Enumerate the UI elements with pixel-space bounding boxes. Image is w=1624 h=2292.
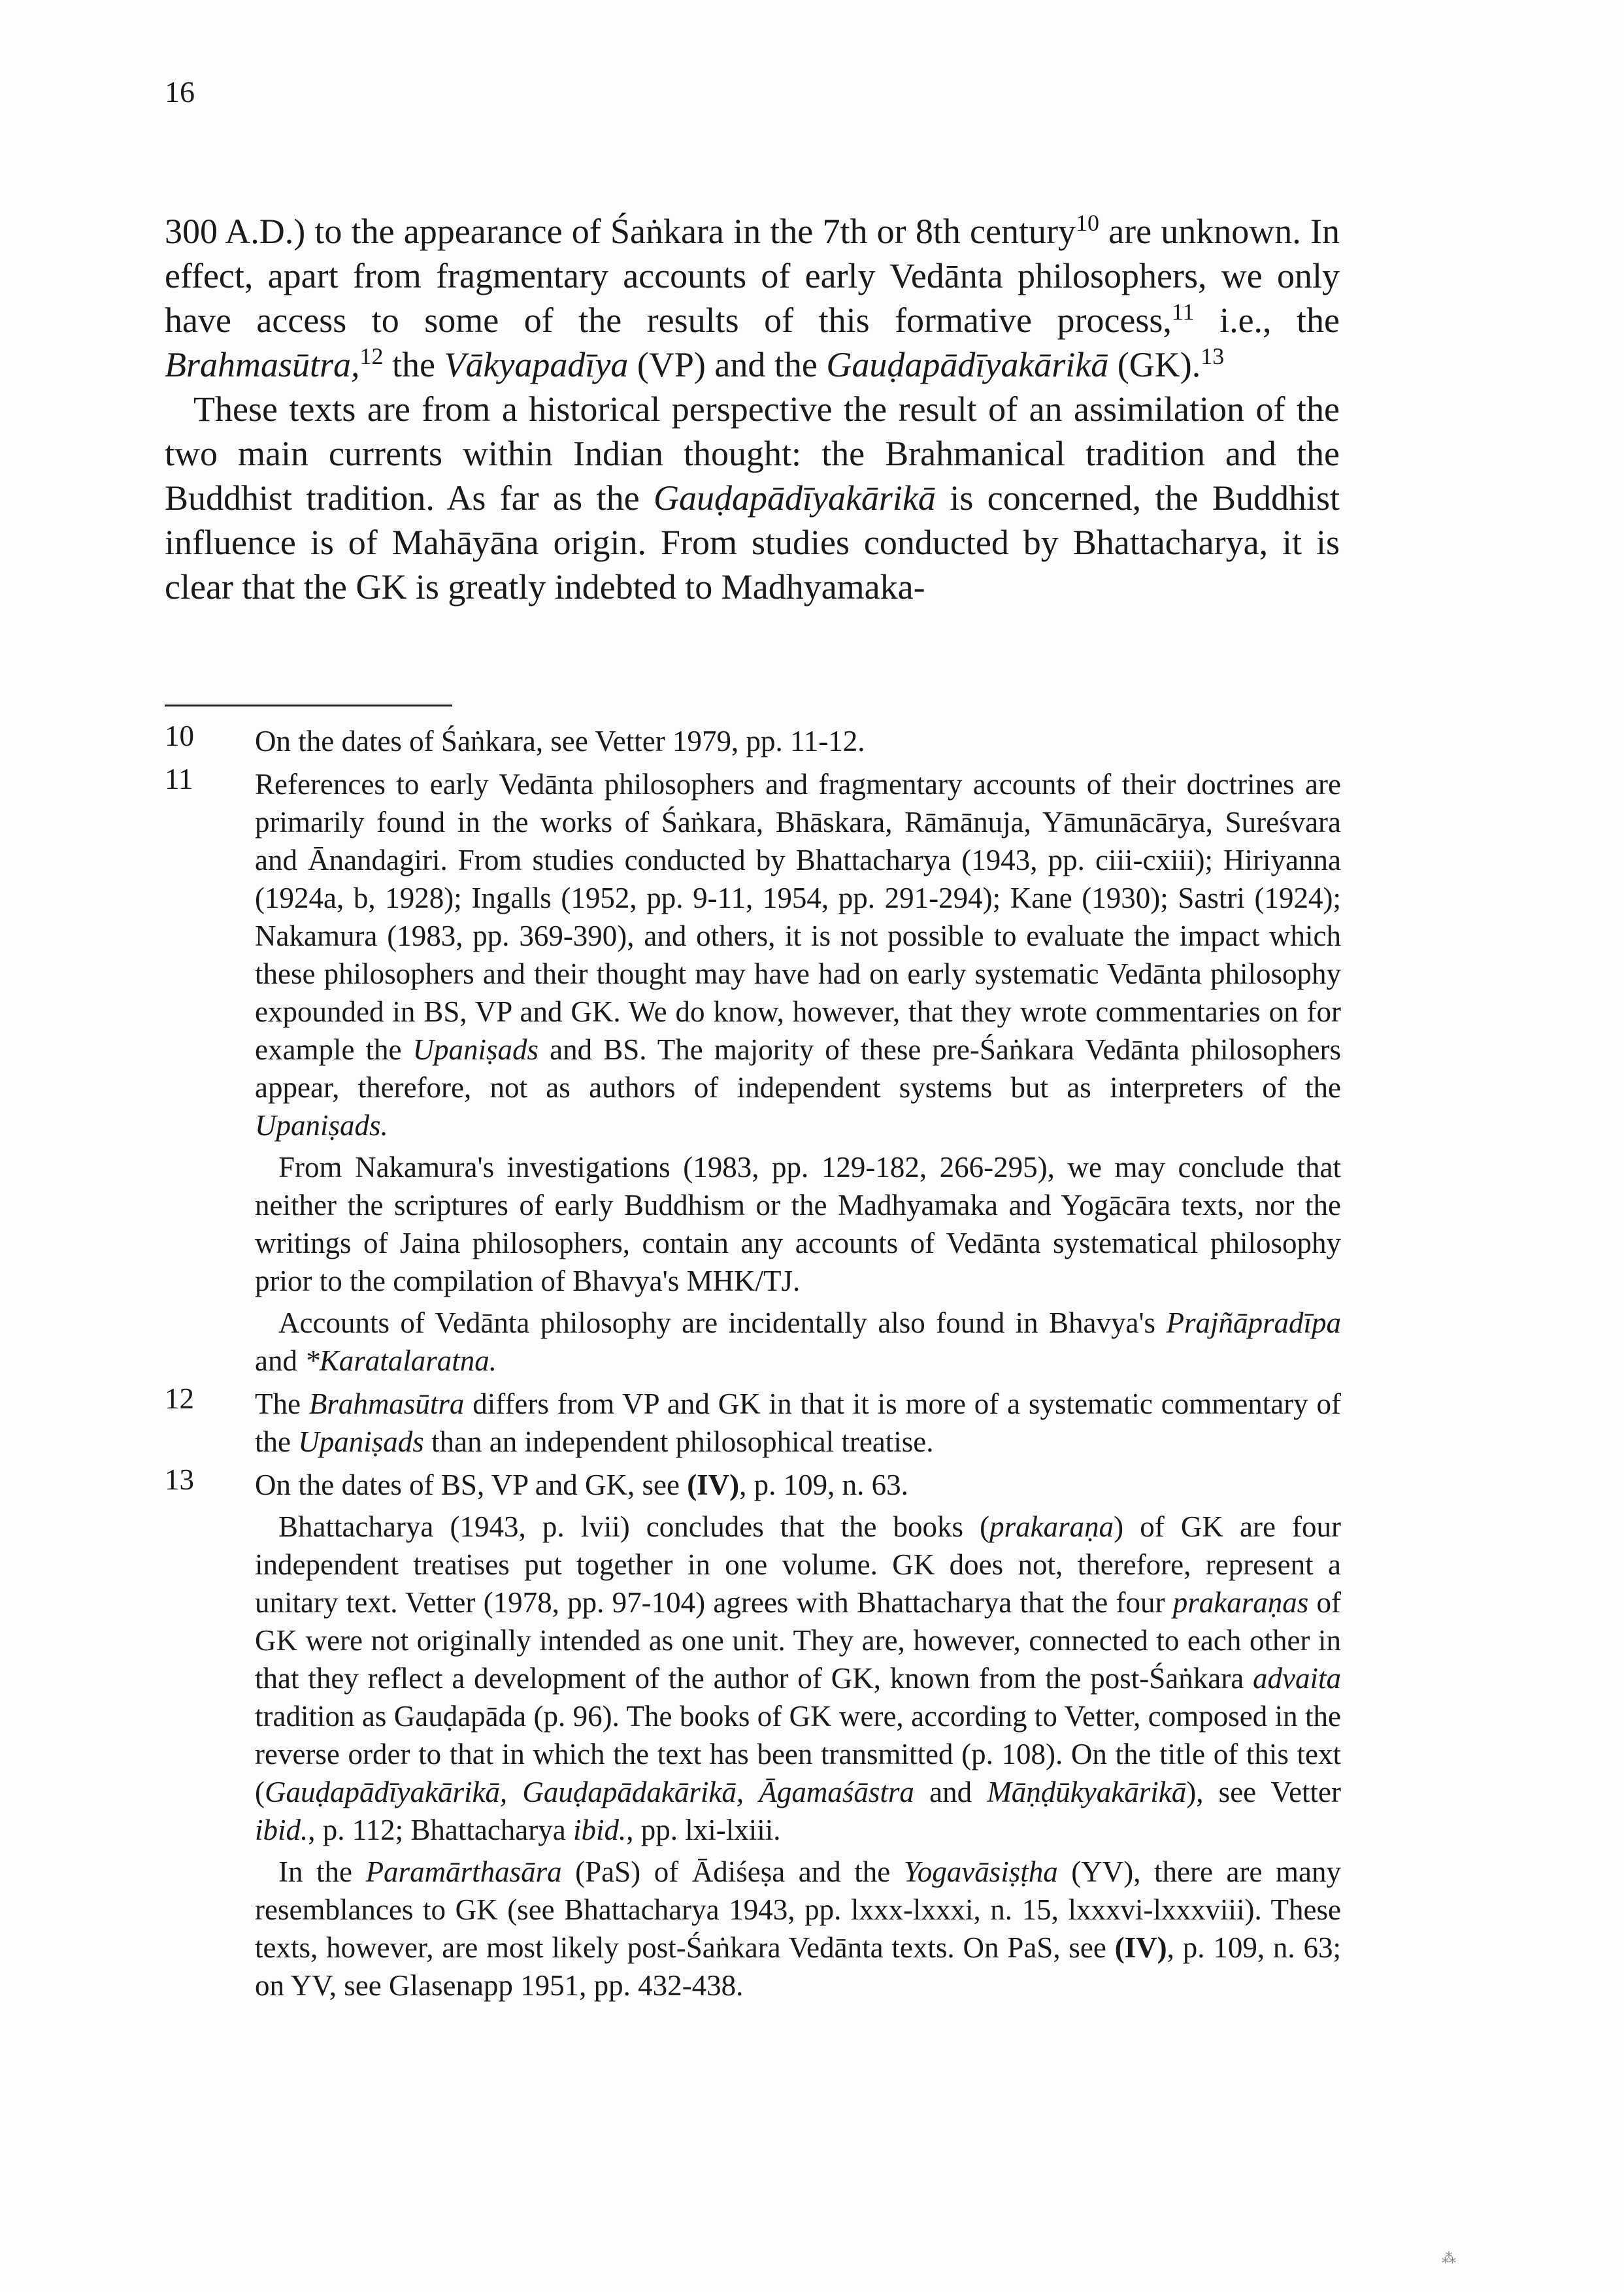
footnote-paragraph: Bhattacharya (1943, p. lvii) concludes that the books (prakaraṇa) of GK are four independent treatises put together in one volume. GK does not, therefore, represent a unitary text. Vetter (1978, pp. 97-104) agrees with Bhattacharya that the four prakaraṇas of GK were not originally intended as one unit. They are, however, connected to each other in that they reflect a development of the author of GK, known from the post-Śaṅkara advaita tradition as Gauḍapāda (p. 96). The books of GK were, according to Vetter, composed in the reverse order to that in which the text has been transmitted (p. 108). On the title of this text (Gauḍapādīyakārikā, Gauḍapādakārikā, Āgamaśāstra and Māṇḍūkyakārikā), see Vetter ibid., p. 112; Bhattacharya ibid., pp. lxi-lxiii. <box>255 1510 1342 1846</box>
footnote-number: 13 <box>165 1463 194 1496</box>
footnote-ref-10: 10 <box>1075 210 1099 236</box>
footnote-paragraph: Accounts of Vedānta philosophy are incidentally also found in Bhavya's Prajñāpradīpa and *Karatalaratna. <box>255 1306 1341 1377</box>
footnote-ref-11: 11 <box>1171 299 1195 325</box>
footnote-paragraph: On the dates of BS, VP and GK, see (IV), p. 109, n. 63. <box>255 1469 908 1501</box>
footnote-paragraph: References to early Vedānta philosophers and fragmentary accounts of their doctrines are primarily found in the works of Śaṅkara, Bhāskara, Rāmānuja, Yāmunācārya, Sureśvara and Ānandagiri. From studies conducted by Bhattacharya (1943, pp. ciii-cxiii); Hiriyanna (1924a, b, 1928); Ingalls (1952, pp. 9-11, 1954, pp. 291-294); Kane (1930); Sastri (1924); Nakamura (1983, pp. 369-390), and others, it is not possible to evaluate the impact which these philosophers and their thought may have had on early systematic Vedānta philosophy expounded in BS, VP and GK. We do know, however, that they wrote commentaries on for example the Upaniṣads and BS. The majority of these pre-Śaṅkara Vedānta philosophers appear, therefore, not as authors of independent systems but as interpreters of the Upaniṣads. <box>255 768 1342 1142</box>
title-brahmasutra: Brahmasūtra, <box>165 345 360 384</box>
page-number: 16 <box>165 75 195 108</box>
footnote-12 <box>165 1382 1341 1461</box>
main-text <box>165 209 1340 609</box>
footnote-separator <box>165 705 452 706</box>
footnote-paragraph: From Nakamura's investigations (1983, pp. 129-182, 266-295), we may conclude that neither the scriptures of early Buddhism or the Madhyamaka and Yogācāra texts, nor the writings of Jaina philosophers, contain any accounts of Vedānta systematical philosophy prior to the compilation of Bhavya's MHK/TJ. <box>255 1151 1341 1297</box>
footnote-number: 11 <box>165 763 193 795</box>
footnote-paragraph: The Brahmasūtra differs from VP and GK in that it is more of a systematic commentary of the Upaniṣads than an independent philosophical treatise. <box>255 1387 1341 1458</box>
footnote-11 <box>165 765 1341 1380</box>
footnotes <box>165 722 1341 2010</box>
footnote-text: On the dates of Śaṅkara, see Vetter 1979, pp. 11-12. <box>255 725 865 757</box>
title-gaudapadiyakarika: Gauḍapādīyakārikā <box>653 478 936 518</box>
footnote-number: 12 <box>165 1382 194 1415</box>
footnote-10 <box>165 722 1341 760</box>
footnote-13 <box>165 1463 1342 2004</box>
body-paragraph-2: These texts are from a historical perspective the result of an assimilation of the two main currents within Indian thought: the Brahmanical tradition and the Buddhist tradition. As far as the Gauḍapādīyakārikā is concerned, the Buddhist influence is of Mahāyāna origin. From studies conducted by Bhattacharya, it is clear that the GK is greatly indebted to Madhyamaka- <box>165 390 1340 606</box>
footnote-ref-13: 13 <box>1201 343 1225 369</box>
scan-mark: ⁂ <box>1442 2250 1456 2267</box>
footnote-ref-12: 12 <box>359 343 384 369</box>
title-vakyapadiya: Vākyapadīya <box>444 345 629 384</box>
body-paragraph-1: 300 A.D.) to the appearance of Śaṅkara in the 7th or 8th century$^{10}$ are unknown. In effect, apart from fragmentary accounts of early Vedānta philosophers, we only have access to some of the results of this formative process,$^{11}$ i.e., the Brahmasūtra,$^{12}$ the Vākyapadīya (VP) and the Gauḍapādīyakārikā (GK).$^{13}$ <box>165 210 1340 384</box>
title-gaudapadiyakarika: Gauḍapādīyakārikā <box>826 345 1109 384</box>
footnote-number: 10 <box>165 720 194 752</box>
footnote-paragraph: In the Paramārthasāra (PaS) of Ādiśeṣa and the Yogavāsiṣṭha (YV), there are many resemblances to GK (see Bhattacharya 1943, pp. lxxx-lxxxi, n. 15, lxxxvi-lxxxviii). These texts, however, are most likely post-Śaṅkara Vedānta texts. On PaS, see (IV), p. 109, n. 63; on YV, see Glasenapp 1951, pp. 432-438. <box>255 1855 1341 2002</box>
